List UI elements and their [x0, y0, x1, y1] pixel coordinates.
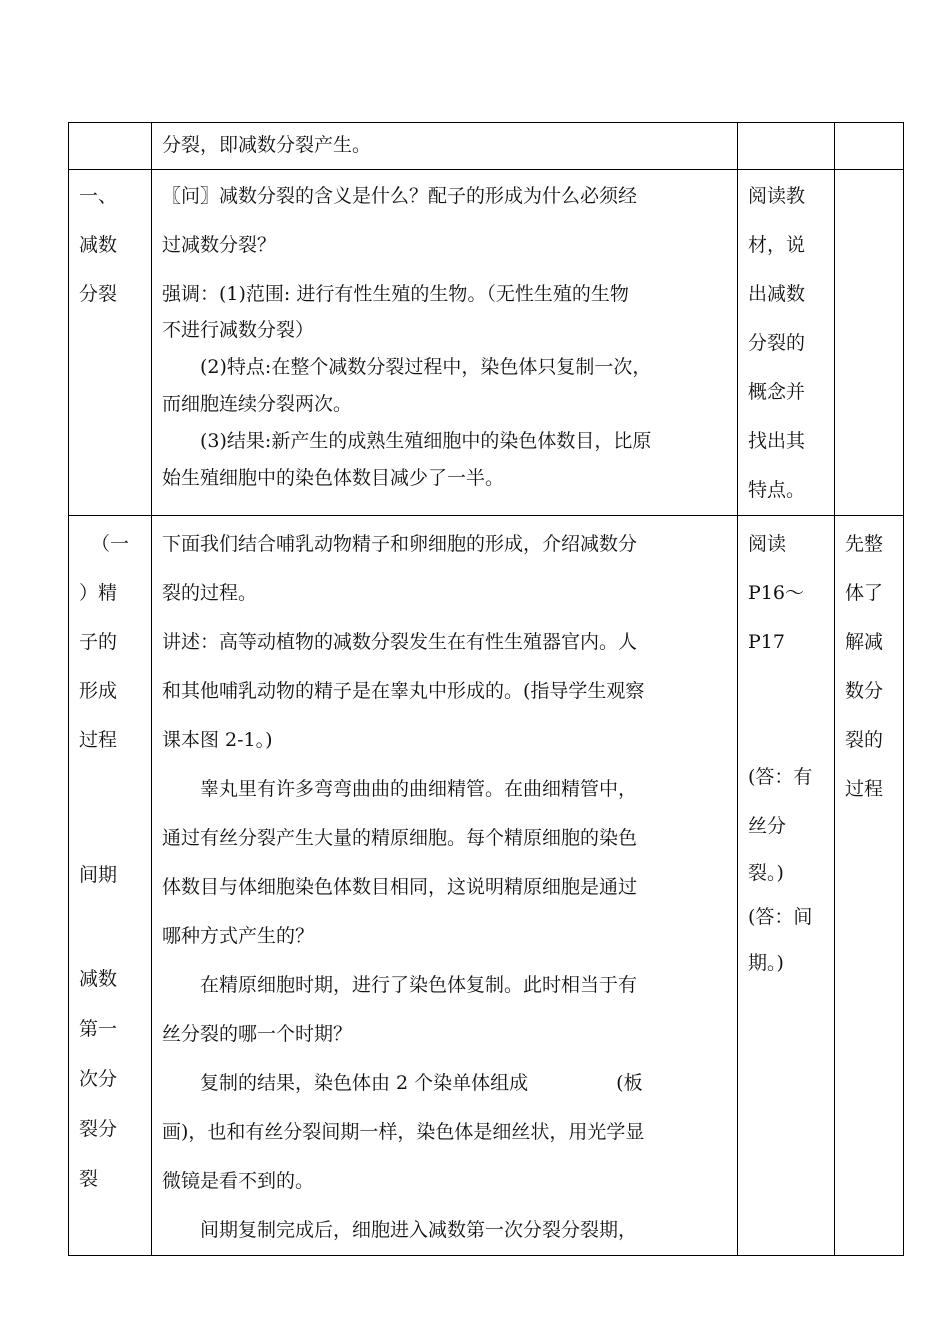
phase-line: 减数	[79, 968, 118, 990]
content-line: 体数目与体细胞染色体数目相同，这说明精原细胞是通过	[162, 876, 638, 898]
intent-line: 解减	[845, 631, 884, 653]
activity-line: 找出其	[748, 430, 806, 452]
activity-line: 特点。	[748, 479, 806, 501]
content-line: 睾丸里有许多弯弯曲曲的曲细精管。在曲细精管中，	[200, 778, 638, 800]
cell-design-intent	[835, 516, 904, 1256]
content-line: 哪种方式产生的？	[162, 925, 315, 947]
activity-line: P17	[748, 631, 785, 653]
intent-line: 先整	[845, 533, 884, 555]
content-line: 通过有丝分裂产生大量的精原细胞。每个精原细胞的染色	[162, 827, 638, 849]
phase-line: 裂	[79, 1168, 99, 1190]
intent-line: 数分	[845, 680, 884, 702]
answer-line: 期。)	[748, 952, 784, 974]
topic-line: 分裂	[79, 283, 118, 305]
content-line: 下面我们结合哺乳动物精子和卵细胞的形成，介绍减数分	[162, 533, 638, 555]
content-line: 微镜是看不到的。	[162, 1170, 315, 1192]
cell-design-intent	[835, 170, 904, 516]
emphasis-line: (2)特点:在整个减数分裂过程中，染色体只复制一次，	[200, 356, 652, 378]
cell-topic	[69, 170, 152, 516]
topic-line: 过程	[79, 729, 118, 751]
activity-line: 材，说	[748, 234, 806, 256]
table-row	[69, 516, 904, 1256]
topic-line: 形成	[79, 680, 118, 702]
phase-line: 裂分	[79, 1118, 118, 1140]
cell-content	[152, 516, 738, 1256]
answer-line: (答：有	[748, 766, 813, 788]
emphasis-line: 强调：(1)范围: 进行有性生殖的生物。（无性生殖的生物	[162, 283, 629, 305]
topic-line: 子的	[79, 631, 118, 653]
answer-line: (答：间	[748, 906, 813, 928]
content-line: 裂的过程。	[162, 582, 258, 604]
answer-line: 裂。)	[748, 862, 784, 884]
cell-design-intent	[835, 123, 904, 170]
table-row	[69, 123, 904, 170]
content-line: 在精原细胞时期，进行了染色体复制。此时相当于有	[200, 974, 638, 996]
intent-line: 体了	[845, 582, 884, 604]
topic-line: 一、	[79, 185, 118, 207]
topic-line: （一	[90, 533, 129, 555]
phase-line: 次分	[79, 1068, 118, 1090]
content-line: 丝分裂的哪一个时期？	[162, 1023, 353, 1045]
activity-line: P16～	[748, 582, 804, 604]
cell-topic	[69, 123, 152, 170]
answer-line: 丝分	[748, 815, 787, 837]
activity-line: 概念并	[748, 381, 806, 403]
cell-topic	[69, 516, 152, 1256]
content-line: 间期复制完成后，细胞进入减数第一次分裂分裂期，	[200, 1219, 638, 1241]
intent-line: 过程	[845, 778, 884, 800]
table-row	[69, 170, 904, 516]
activity-line: 阅读教	[748, 185, 806, 207]
cell-student-activity	[738, 170, 835, 516]
content-line: 讲述：高等动植物的减数分裂发生在有性生殖器官内。人	[162, 631, 638, 653]
phase-label-interphase: 间期	[79, 864, 118, 886]
activity-line: 阅读	[748, 533, 787, 555]
emphasis-line: 始生殖细胞中的染色体数目减少了一半。	[162, 467, 505, 489]
emphasis-line: (3)结果:新产生的成熟生殖细胞中的染色体数目，比原	[200, 430, 652, 452]
intent-line: 裂的	[845, 729, 884, 751]
content-line-part: (板	[616, 1072, 643, 1094]
activity-line: 分裂的	[748, 332, 806, 354]
content-line: 画)，也和有丝分裂间期一样，染色体是细丝状，用光学显	[162, 1121, 645, 1143]
lesson-plan-table	[68, 122, 904, 1256]
content-line: 课本图 2-1。)	[162, 729, 273, 751]
topic-line: ）精	[79, 582, 118, 604]
cell-student-activity	[738, 516, 835, 1256]
cell-content	[152, 170, 738, 516]
content-line	[162, 1059, 727, 1108]
question-line: 〖问〗减数分裂的含义是什么？配子的形成为什么必须经	[162, 185, 638, 207]
cell-student-activity	[738, 123, 835, 170]
cell-content	[152, 123, 738, 170]
emphasis-line: 而细胞连续分裂两次。	[162, 393, 353, 415]
activity-line: 出减数	[748, 283, 806, 305]
content-line-part: 复制的结果，染色体由 2 个染单体组成	[200, 1072, 529, 1094]
content-line: 和其他哺乳动物的精子是在睾丸中形成的。(指导学生观察	[162, 680, 645, 702]
topic-line: 减数	[79, 234, 118, 256]
question-line: 过减数分裂？	[162, 234, 277, 256]
content-line: 分裂，即减数分裂产生。	[162, 134, 372, 156]
emphasis-line: 不进行减数分裂）	[162, 319, 315, 341]
phase-line: 第一	[79, 1018, 118, 1040]
